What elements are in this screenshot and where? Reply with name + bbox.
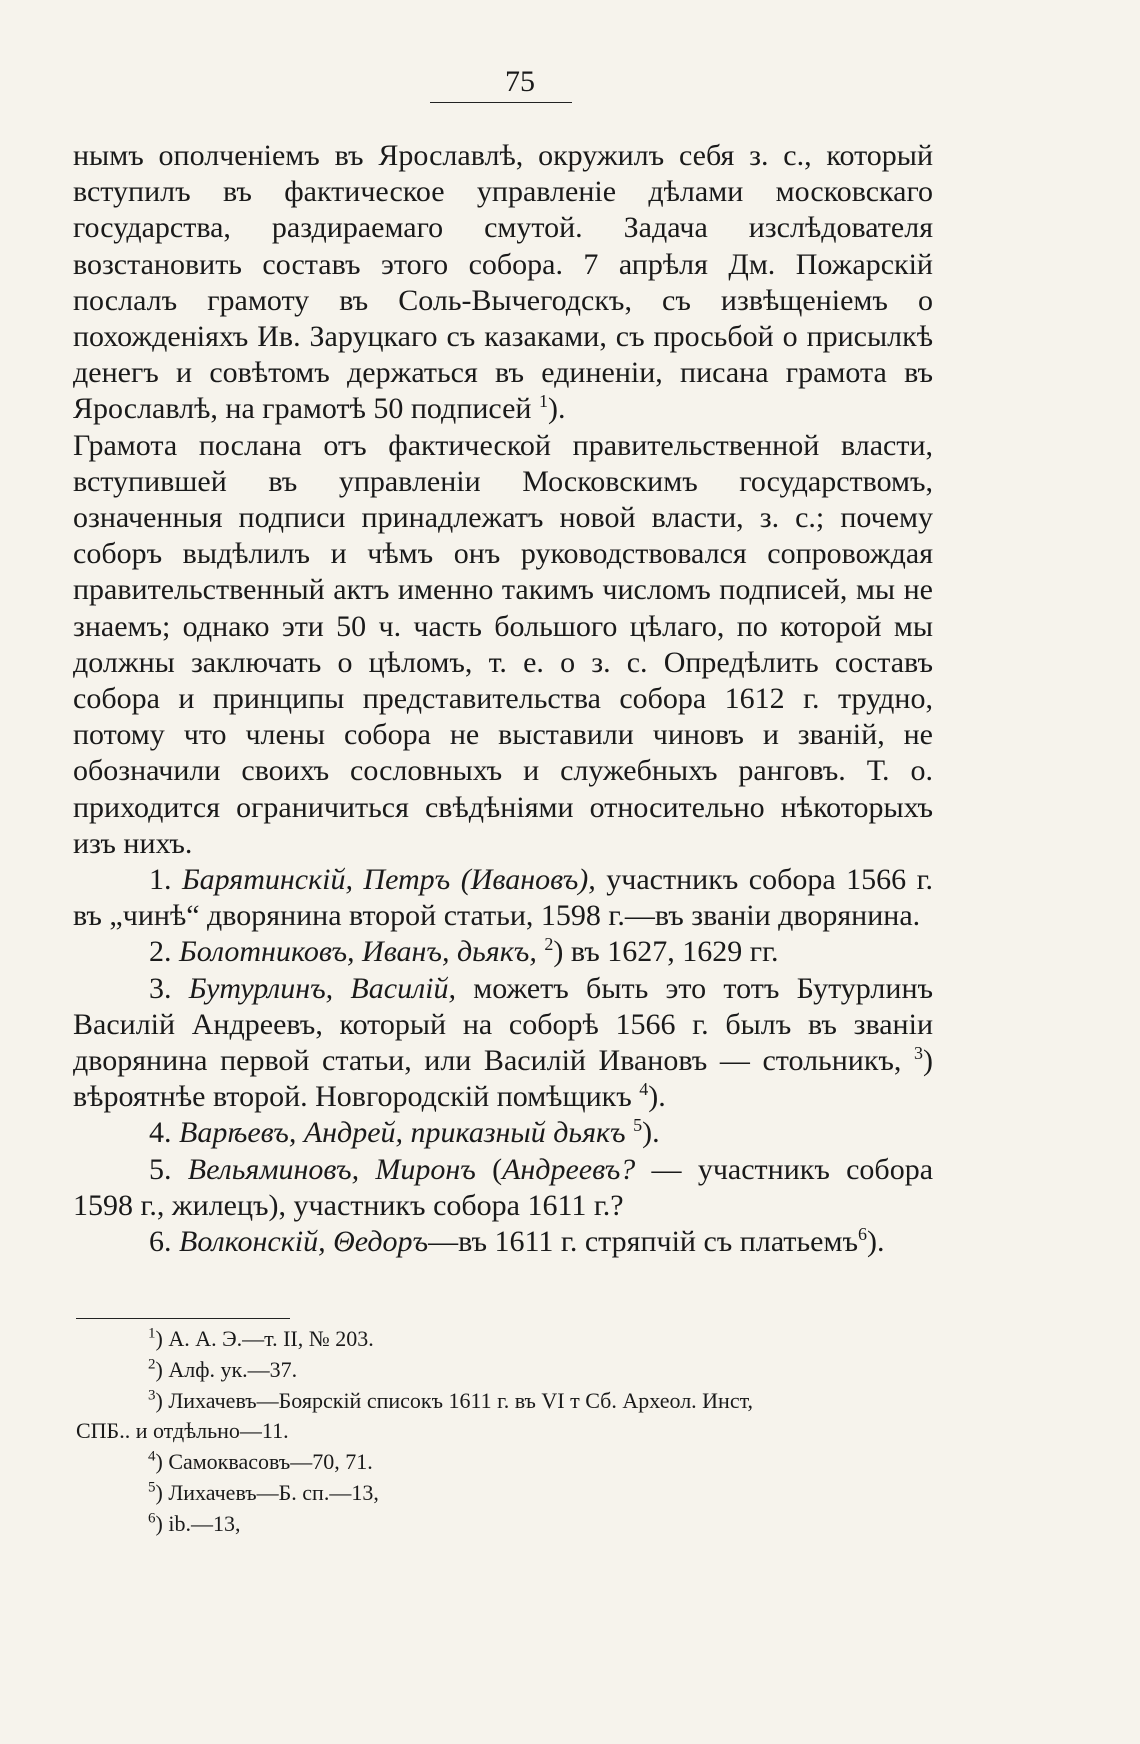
footnote-1 [76, 1324, 936, 1355]
entry-text: ). [642, 1116, 660, 1150]
footnote-ref: 3 [914, 1043, 924, 1064]
entry-number: 2. [149, 935, 172, 969]
entry-number: 4. [149, 1116, 172, 1150]
footnote-6 [76, 1509, 936, 1540]
footnote-ref: 1 [538, 391, 548, 412]
footnote-number: 4 [148, 1448, 156, 1465]
entry-text: ) въ 1627, 1629 гг. [553, 935, 779, 969]
entry-name: Волконскій, Θедоръ [179, 1225, 429, 1259]
footnote-ref: 4 [639, 1079, 649, 1100]
entry-name: Болотниковъ, Иванъ, дьякъ, [179, 935, 537, 969]
footnote-text: ) Самоквасовъ—70, 71. [155, 1449, 373, 1475]
footnote-number: 5 [148, 1479, 156, 1496]
footnote-ref: 2 [544, 934, 554, 955]
entry-name: Бутурлинъ, Василій, [188, 971, 456, 1005]
entry-1 [73, 862, 933, 934]
footnote-number: 1 [148, 1325, 156, 1342]
footnote-ref: 6 [857, 1224, 867, 1245]
page-number: 75 [505, 65, 535, 98]
footnote-text: ) Алф. ук.—37. [155, 1356, 298, 1382]
body-text [73, 138, 933, 1260]
entry-text-2: ). [866, 1225, 885, 1259]
footnote-text: ) ib.—13, [155, 1510, 241, 1536]
footnotes [76, 1324, 936, 1540]
footnote-5 [76, 1478, 936, 1509]
entry-text-2: ) вѣроятнѣе второй. Новгородскій помѣщикъ [73, 1044, 934, 1114]
entry-text: ( [475, 1152, 503, 1186]
footnote-number: 2 [148, 1356, 156, 1373]
entry-5 [73, 1152, 933, 1224]
entry-name-2: Андреевъ? [502, 1152, 636, 1186]
entry-3 [73, 971, 933, 1116]
footnote-3 [76, 1386, 936, 1417]
entry-text-3: ). [648, 1080, 666, 1114]
entry-number: 3. [149, 971, 172, 1005]
entry-4 [73, 1115, 933, 1151]
intro-after: ). [547, 392, 566, 426]
entry-text: —въ 1611 г. стряпчій съ платьемъ [428, 1225, 858, 1259]
page-number-rule [430, 102, 572, 103]
footnote-rule [76, 1318, 290, 1319]
footnote-number: 6 [148, 1510, 156, 1527]
footnote-number: 3 [148, 1387, 156, 1404]
footnote-text: ) А. А. Э.—т. II, № 203. [155, 1326, 374, 1351]
entry-number: 1. [149, 863, 172, 897]
footnote-2 [76, 1355, 936, 1386]
footnote-text: ) Лихачевъ—Боярскій списокъ 1611 г. въ VI т Сб. Археол. Инст, [155, 1387, 754, 1413]
entry-text-2: — участникъ собора 1598 г., жилецъ), участникъ собора 1611 г.? [73, 1152, 934, 1222]
footnote-4 [76, 1447, 936, 1478]
entry-number: 5. [149, 1152, 172, 1186]
entry-name: Барятинскій, Петръ (Ивановъ), [181, 863, 596, 897]
entry-number: 6. [149, 1225, 172, 1259]
intro-paragraph [73, 138, 933, 428]
footnote-ref: 5 [633, 1115, 643, 1136]
footnote-3-continuation: СПБ.. и отдѣльно—11. [76, 1418, 289, 1444]
main-paragraph: Грамота послана отъ фактической правительственной власти, вступившей въ управленіи Московскимъ государствомъ, означенныя подписи принадлежатъ новой власти, з. с.; почему соборъ выдѣлилъ и чѣмъ онъ руководствовался сопровождая правительственный актъ именно такимъ числомъ подписей, мы не знаемъ; однако эти 50 ч. часть большого цѣлаго, по которой мы должны заключать о цѣломъ, т. е. о з. с. Опредѣлить составъ собора и принципы представительства собора 1612 г. трудно, потому что члены собора не выставили чиновъ и званій, не обозначили своихъ сословныхъ и служебныхъ ранговъ. Т. о. приходится ограничиться свѣдѣніями относительно нѣкоторыхъ изъ нихъ. [73, 428, 933, 860]
entry-text: участникъ собора 1566 г. въ „чинѣ“ дворянина второй статьи, 1598 г.—въ званіи дворянина. [73, 863, 934, 933]
entry-name: Вельяминовъ, Миронъ [187, 1152, 476, 1186]
entry-2 [73, 934, 933, 970]
entry-text: можетъ быть это тотъ Бутурлинъ Василій Андреевъ, который на соборѣ 1566 г. былъ въ званіи дворянина первой статьи, или Василій Ивановъ — стольникъ, [73, 971, 934, 1078]
intro-text: нымъ ополченіемъ въ Ярославлѣ, окружилъ себя з. с., который вступилъ въ фактическое управленіе дѣлами московскаго государства, раздираемаго смутой. Задача изслѣдователя возстановить составъ этого собора. 7 апрѣля Дм. Пожарскій послалъ грамоту въ Соль-Вычегодскъ, съ извѣщеніемъ о похожденіяхъ Ив. Заруцкаго съ казаками, съ просьбой о присылкѣ денегъ и совѣтомъ держаться въ единеніи, писана грамота въ Ярославлѣ, на грамотѣ 50 подписей [73, 139, 933, 426]
entry-name: Варѣевъ, Андрей, приказный дьякъ [179, 1116, 626, 1150]
footnote-text: ) Лихачевъ—Б. сп.—13, [155, 1479, 379, 1505]
entry-6 [73, 1224, 933, 1260]
